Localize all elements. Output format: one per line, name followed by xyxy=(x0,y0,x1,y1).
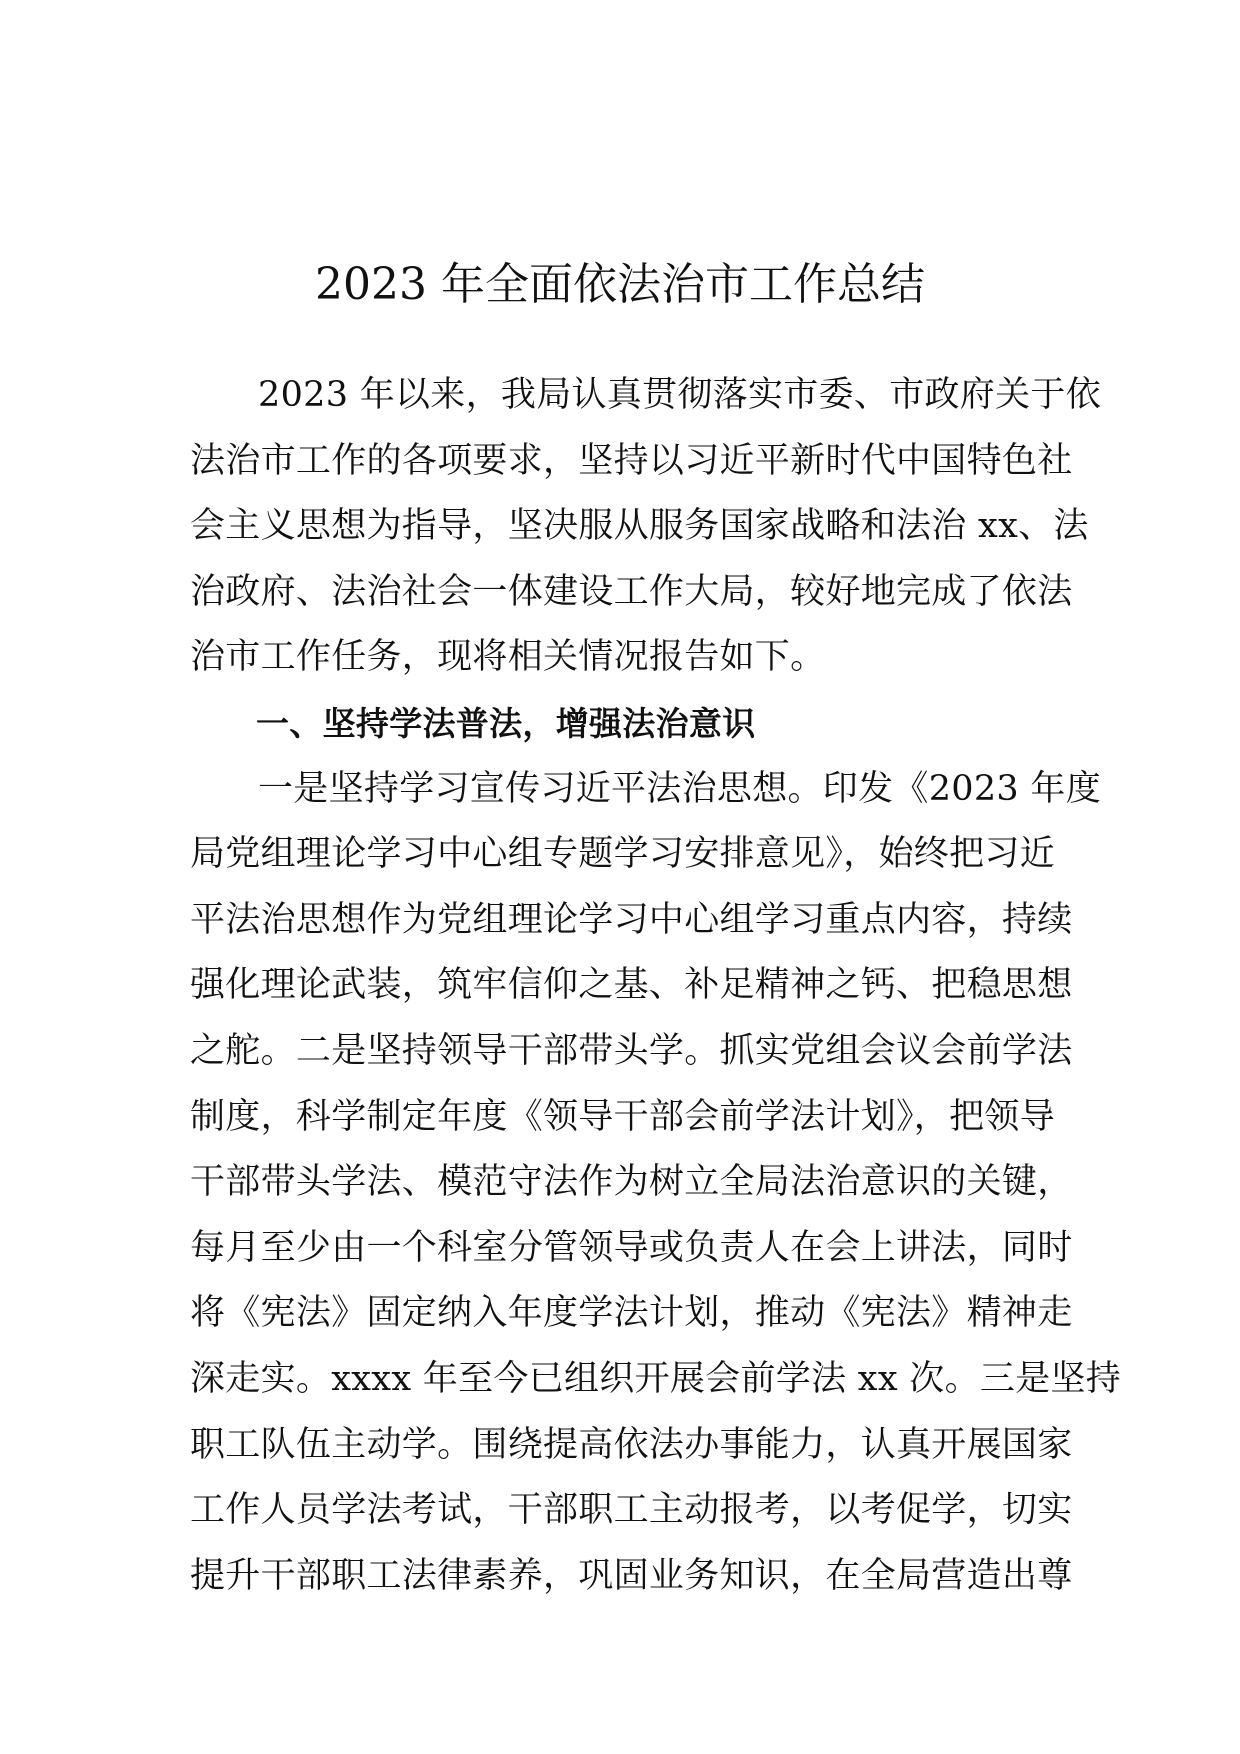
text-line: 治政府、法治社会一体建设工作大局，较好地完成了依法 xyxy=(190,571,1073,612)
text-line: 工作人员学法考试，干部职工主动报考，以考促学，切实 xyxy=(190,1490,1073,1531)
text-line: 每月至少由一个科室分管领导或负责人在会上讲法，同时 xyxy=(190,1227,1073,1268)
document-title: 2023 年全面依法治市工作总结 xyxy=(315,259,925,311)
text-line: 治市工作任务，现将相关情况报告如下。 xyxy=(190,637,826,678)
text-line: 职工队伍主动学。围绕提高依法办事能力，认真开展国家 xyxy=(190,1424,1073,1465)
text-line: 之舵。二是坚持领导干部带头学。抓实党组会议会前学法 xyxy=(190,1030,1073,1071)
text-line: 局党组理论学习中心组专题学习安排意见》，始终把习近 xyxy=(190,834,1056,875)
text-line: 强化理论武装，筑牢信仰之基、补足精神之钙、把稳思想 xyxy=(190,965,1073,1006)
text-line: 制度，科学制定年度《领导干部会前学法计划》，把领导 xyxy=(190,1096,1056,1137)
text-line: 2023 年以来，我局认真贯彻落实市委、市政府关于依 xyxy=(258,375,1101,415)
text-line: 提升干部职工法律素养，巩固业务知识，在全局营造出尊 xyxy=(190,1555,1073,1596)
text-line: 平法治思想作为党组理论学习中心组学习重点内容，持续 xyxy=(190,899,1073,940)
section-heading: 一、坚持学法普法，增强法治意识 xyxy=(256,703,756,743)
text-line: 会主义思想为指导，坚决服从服务国家战略和法治 xx、法 xyxy=(190,506,1089,547)
text-line: 干部带头学法、模范守法作为树立全局法治意识的关键， xyxy=(190,1162,1073,1203)
text-line: 法治市工作的各项要求，坚持以习近平新时代中国特色社 xyxy=(190,440,1073,481)
text-line: 一是坚持学习宣传习近平法治思想。印发《2023 年度 xyxy=(258,768,1101,809)
document-body xyxy=(190,363,1122,1609)
text-line: 将《宪法》固定纳入年度学法计划，推动《宪法》精神走 xyxy=(190,1293,1073,1334)
text-line: 深走实。xxxx 年至今已组织开展会前学法 xx 次。三是坚持 xyxy=(190,1358,1122,1399)
